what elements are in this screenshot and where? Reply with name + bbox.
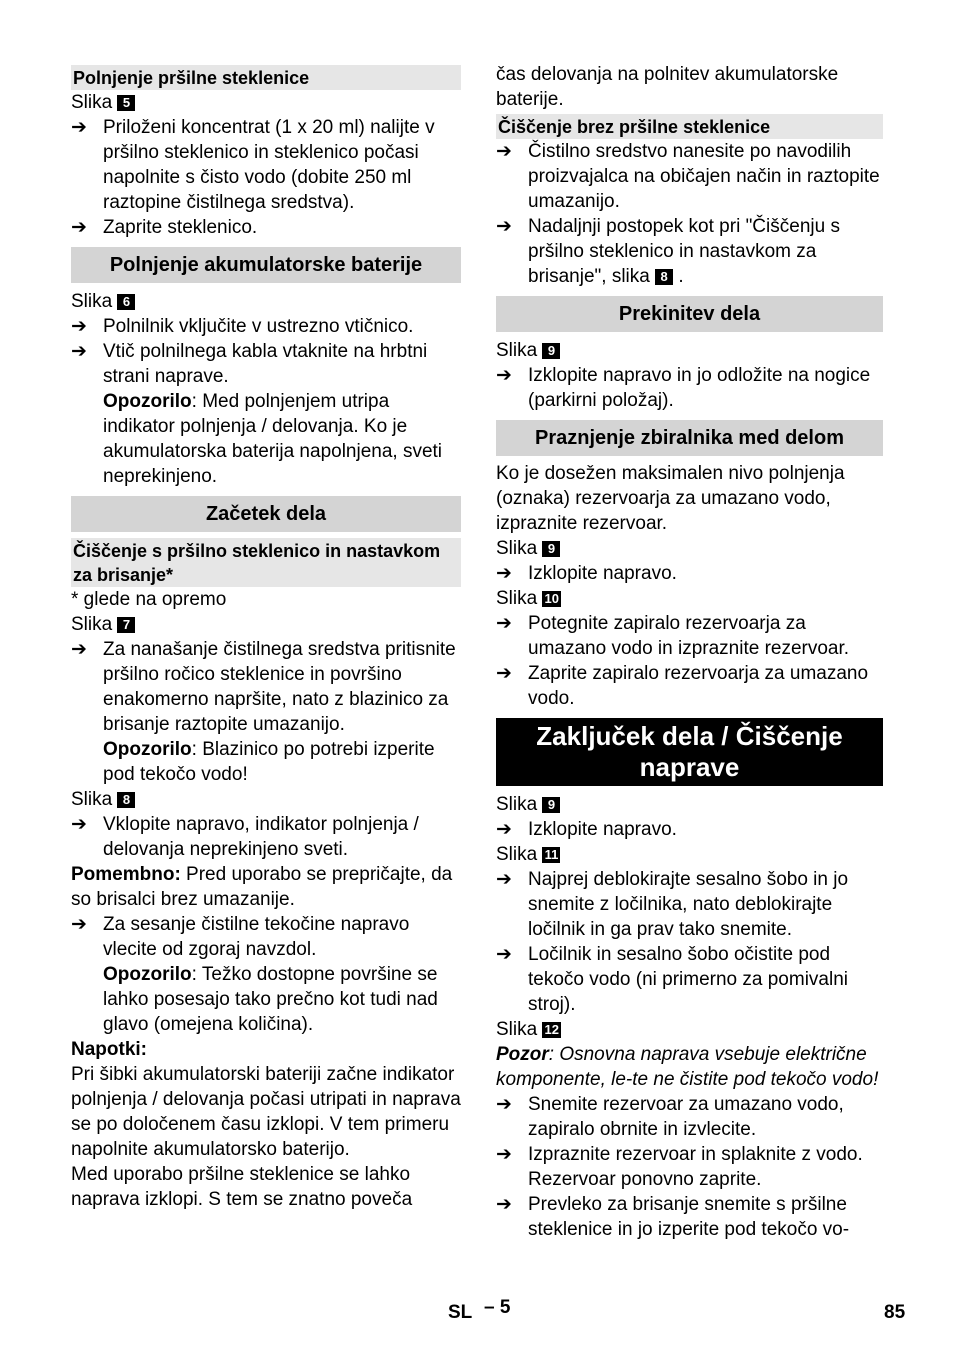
heading-emptying-tank: Praznjenje zbiralnika med delom (496, 420, 883, 456)
hints-paragraph: Pri šibki akumulatorski bateriji začne indikator polnjenja / delovanja počasi utripati in naprava se po določenem času izklopi. V tem primeru napolnite akumulatorsko baterijo. (71, 1064, 461, 1160)
list-item: ➔ Vklopite napravo, indikator polnjenja / delovanja neprekinjeno sveti. (71, 814, 419, 860)
list-item: ➔ Izpraznite rezervoar in splaknite z vodo. Rezervoar ponovno zaprite. (496, 1144, 863, 1190)
list-item: ➔ Polnilnik vključite v ustrezno vtičnico. (71, 316, 414, 337)
figure-number: 5 (117, 95, 135, 111)
list-item: ➔ Zaprite zapiralo rezervoarja za umazano vodo. (496, 663, 869, 709)
caution-note: Pozor: Osnovna naprava vsebuje električne komponente, le-te ne čistite pod tekočo vodo! (496, 1044, 879, 1090)
figure-ref: Slika 9 (496, 792, 883, 817)
arrow-right-icon: ➔ (496, 869, 512, 890)
list-item: ➔ Prevleko za brisanje snemite s pršilne steklenice in jo izperite pod tekočo vo- (496, 1194, 850, 1240)
list-item: ➔ Potegnite zapiralo rezervoarja za umazano vodo in izpraznite rezervoar. (496, 613, 850, 659)
figure-number: 9 (542, 541, 560, 557)
arrow-right-icon: ➔ (71, 316, 87, 337)
important-note: Pomembno: Pred uporabo se prepričajte, da so brisalci brez umazanije. (71, 864, 453, 910)
paragraph: Ko je dosežen maksimalen nivo polnjenja (oznaka) rezervoarja za umazano vodo, izpraznite rezervoar. (496, 463, 845, 534)
figure-ref: Slika 9 (496, 536, 883, 561)
figure-number: 9 (542, 343, 560, 359)
figure-number: 6 (117, 294, 135, 310)
figure-number: 11 (542, 847, 560, 863)
hints-paragraph: Med uporabo pršilne steklenice se lahko naprava izklopi. S tem se znatno poveča (71, 1164, 413, 1210)
arrow-right-icon: ➔ (496, 216, 512, 237)
list-item: ➔ Čistilno sredstvo nanesite po navodilih proizvajalca na običajen način in raztopite umazanijo. (496, 141, 880, 212)
equipment-note: * glede na opremo (71, 589, 227, 610)
figure-number: 7 (117, 617, 135, 633)
list-item: ➔ Ločilnik in sesalno šobo očistite pod tekočo vodo (ni primerno za pomivalni stroj). (496, 944, 848, 1015)
list-item: ➔ Izklopite napravo. (496, 563, 677, 584)
heading-start-work: Začetek dela (71, 496, 461, 532)
footer-language: SL (448, 1302, 473, 1323)
figure-ref: Slika 12 (496, 1019, 559, 1040)
hints-label: Napotki: (71, 1039, 147, 1060)
left-column (71, 62, 461, 1212)
figure-number: 8 (655, 269, 673, 285)
arrow-right-icon: ➔ (496, 1144, 512, 1165)
warning-label: Opozorilo (103, 391, 192, 412)
heading-interrupting-work: Prekinitev dela (496, 296, 883, 332)
figure-ref: Slika 11 (496, 842, 883, 867)
arrow-right-icon: ➔ (496, 1094, 512, 1115)
warning-label: Opozorilo (103, 964, 192, 985)
arrow-right-icon: ➔ (71, 814, 87, 835)
figure-number: 12 (544, 1022, 559, 1037)
list-item: ➔ Za sesanje čistilne tekočine napravo vlecite od zgoraj navzdol. Opozorilo: Težko dostopne površine se lahko posesajo tako prečno kot tudi nad glavo (omejena količina). (71, 914, 438, 1035)
heading-filling-spray-bottle: Polnjenje pršilne steklenice (71, 65, 461, 90)
list-item: ➔ Za nanašanje čistilnega sredstva pritisnite pršilno ročico steklenice in površino enakomerno napršite, nato z blazinico za brisanje raztopite umazanijo. Opozorilo: Blazinico po potrebi izperite pod tekočo vodo! (71, 639, 456, 785)
heading-finishing-work: Zaključek dela / Čiščenje naprave (496, 718, 883, 786)
arrow-right-icon: ➔ (496, 365, 512, 386)
figure-number: 10 (544, 591, 559, 606)
figure-number: 8 (117, 792, 135, 808)
list-item: ➔ Snemite rezervoar za umazano vodo, zapiralo obrnite in izvlecite. (496, 1094, 844, 1140)
list-item: ➔ Zaprite steklenico. (71, 217, 258, 238)
figure-ref: Slika 6 (71, 289, 461, 314)
arrow-right-icon: ➔ (496, 613, 512, 634)
heading-cleaning-with-spray-bottle: Čiščenje s pršilno steklenico in nastavkom za brisanje* (71, 538, 461, 587)
figure-number: 9 (542, 797, 560, 813)
arrow-right-icon: ➔ (496, 663, 512, 684)
arrow-right-icon: ➔ (496, 563, 512, 584)
heading-cleaning-without-spray-bottle: Čiščenje brez pršilne steklenice (496, 114, 883, 139)
figure-ref: Slika 8 (71, 787, 461, 812)
right-column (496, 62, 883, 1242)
list-item: ➔ Izklopite napravo in jo odložite na nogice (parkirni položaj). (496, 365, 871, 411)
arrow-right-icon: ➔ (496, 141, 512, 162)
warning-label: Opozorilo (103, 739, 192, 760)
arrow-right-icon: ➔ (71, 639, 87, 660)
footer-page-number: 85 (884, 1302, 906, 1323)
figure-ref: Slika 5 (71, 90, 461, 115)
arrow-right-icon: ➔ (496, 819, 512, 840)
footer-section-page: – 5 (484, 1297, 511, 1318)
figure-ref: Slika 7 (71, 612, 461, 637)
list-item: ➔ Najprej deblokirajte sesalno šobo in jo snemite z ločilnika, nato deblokirajte ločilnik in ga prav tako snemite. (496, 869, 849, 940)
list-item: ➔ Nadaljnji postopek kot pri "Čiščenju s pršilno steklenico in nastavkom za brisanje", slika 8 . (496, 216, 840, 287)
arrow-right-icon: ➔ (71, 341, 87, 362)
arrow-right-icon: ➔ (71, 217, 87, 238)
figure-ref: Slika 10 (496, 588, 559, 609)
page-footer (0, 1298, 954, 1322)
arrow-right-icon: ➔ (71, 117, 87, 138)
continued-text: čas delovanja na polnitev akumulatorske baterije. (496, 64, 839, 110)
heading-charging-battery: Polnjenje akumulatorske baterije (71, 247, 461, 283)
arrow-right-icon: ➔ (71, 914, 87, 935)
list-item: ➔ Vtič polnilnega kabla vtaknite na hrbtni strani naprave. Opozorilo: Med polnjenjem utripa indikator polnjenja / delovanja. Ko je akumulatorska baterija napolnjena, sveti neprekinjeno. (71, 341, 443, 487)
arrow-right-icon: ➔ (496, 944, 512, 965)
list-item: ➔ Priloženi koncentrat (1 x 20 ml) nalijte v pršilno steklenico in steklenico počasi napolnite s čisto vodo (dobite 250 ml raztopine čistilnega sredstva). (71, 117, 435, 213)
figure-ref: Slika 9 (496, 338, 883, 363)
list-item: ➔ Izklopite napravo. (496, 819, 677, 840)
arrow-right-icon: ➔ (496, 1194, 512, 1215)
